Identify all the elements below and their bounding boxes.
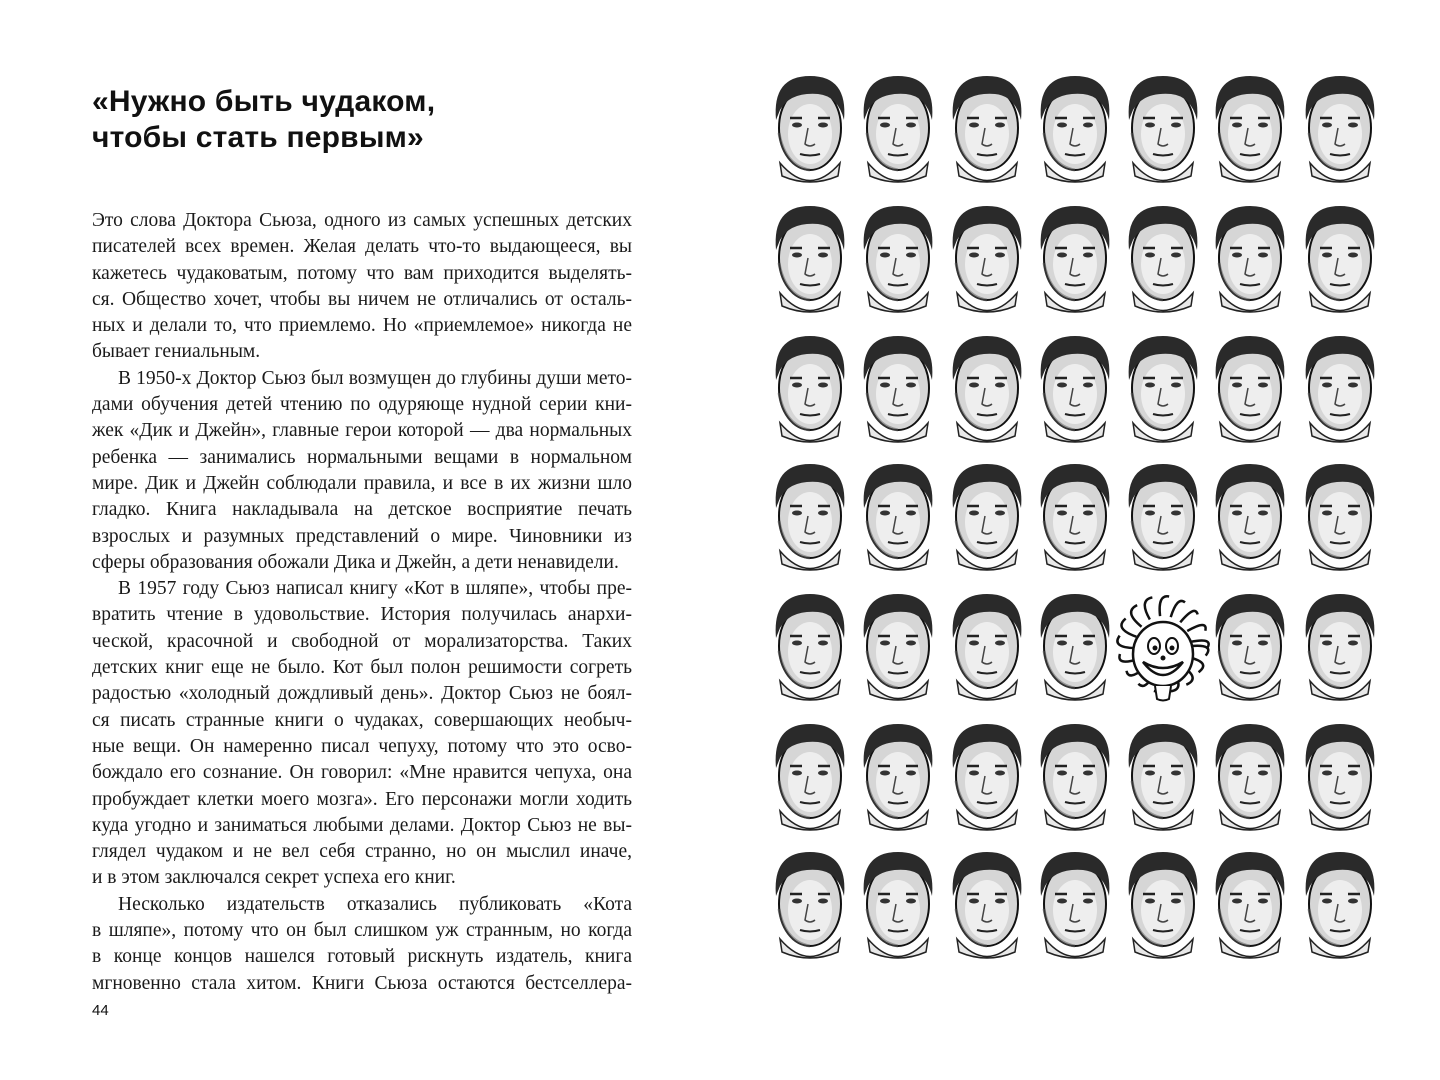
text-line: ся. Общество хочет, чтобы вы ничем не отличались от осталь-	[92, 288, 632, 310]
text-line: мире. Дик и Джейн соблюдали правила, и все в их жизни шло	[92, 472, 632, 494]
man-face-icon	[1216, 464, 1285, 570]
man-face-icon	[953, 724, 1022, 830]
man-face-icon	[1041, 464, 1110, 570]
text-line: мгновенно стала хитом. Книги Сьюза остаются бестселлера-	[92, 972, 632, 994]
man-face-icon	[1129, 336, 1198, 442]
man-face-icon	[776, 336, 845, 442]
man-face-icon	[1041, 594, 1110, 700]
text-line: кажетесь чудаковатым, потому что вам приходится выделять-	[92, 262, 632, 284]
man-face-icon	[1129, 724, 1198, 830]
man-face-icon	[1306, 594, 1375, 700]
text-line: взрослых и разумных представлений о мире. Чиновники из	[92, 525, 632, 547]
text-line: В 1950-х Доктор Сьюз был возмущен до глубины души мето-	[118, 367, 632, 389]
man-face-icon	[864, 852, 933, 958]
text-line: жек «Дик и Джейн», главные герои которой — два нормальных	[92, 420, 632, 442]
title-line: «Нужно быть чудаком,	[92, 85, 436, 118]
text-line: бождало его сознание. Он говорил: «Мне нравится чепуха, она	[92, 762, 632, 784]
man-face-icon	[864, 724, 933, 830]
man-face-icon	[864, 594, 933, 700]
text-line: писателей всех времен. Желая делать что-то выдающееся, вы	[92, 236, 632, 258]
text-line: Это слова Доктора Сьюза, одного из самых успешных детских	[92, 210, 632, 231]
text-line: ся писать странные книги о чудаках, совершающих необыч-	[92, 709, 632, 731]
man-face-icon	[1041, 852, 1110, 958]
man-face-icon	[953, 464, 1022, 570]
man-face-icon	[1041, 724, 1110, 830]
man-face-icon	[1306, 206, 1375, 312]
man-face-icon	[776, 464, 845, 570]
man-face-icon	[776, 76, 845, 182]
text-line: гладко. Книга накладывала на детское восприятие печать	[92, 499, 632, 521]
text-line: ные вещи. Он намеренно писал чепуху, потому что это осво-	[92, 735, 632, 757]
man-face-icon	[1216, 852, 1285, 958]
seuss-creature-icon	[1117, 596, 1208, 700]
man-face-icon	[1041, 336, 1110, 442]
text-line: в конце концов нашелся готовый рискнуть издатель, книга	[92, 946, 632, 968]
title-line: чтобы стать первым»	[92, 121, 424, 154]
man-face-icon	[1216, 594, 1285, 700]
man-face-icon	[1306, 464, 1375, 570]
text-line: ческой, красочной и свободной от морализаторства. Таких	[92, 630, 632, 652]
man-face-icon	[953, 336, 1022, 442]
text-line: ребенка — занимались нормальными вещами в нормальном	[92, 446, 632, 468]
text-line: и в этом заключался секрет успеха его книг.	[92, 867, 456, 889]
man-face-icon	[1041, 76, 1110, 182]
man-face-icon	[1216, 724, 1285, 830]
man-face-icon	[776, 724, 845, 830]
text-line: глядел чудаком и не вел себя странно, но он мыслил иначе,	[92, 841, 632, 863]
man-face-icon	[776, 206, 845, 312]
man-face-icon	[1216, 336, 1285, 442]
man-face-icon	[953, 594, 1022, 700]
man-face-icon	[1306, 336, 1375, 442]
man-face-icon	[1306, 852, 1375, 958]
man-face-icon	[953, 206, 1022, 312]
man-face-icon	[1129, 76, 1198, 182]
man-face-icon	[1216, 76, 1285, 182]
man-face-icon	[1129, 464, 1198, 570]
man-face-icon	[864, 76, 933, 182]
text-line: куда угодно и заниматься любыми делами. Доктор Сьюз не вы-	[92, 814, 632, 836]
man-face-icon	[1306, 724, 1375, 830]
text-line: в шляпе», потому что он был слишком уж странным, но когда	[92, 920, 632, 942]
man-face-icon	[1041, 206, 1110, 312]
man-face-icon	[864, 206, 933, 312]
text-line: бывает гениальным.	[92, 341, 261, 363]
text-line: сферы образования обожали Дика и Джейн, а дети ненавидели.	[92, 551, 619, 573]
text-line: В 1957 году Сьюз написал книгу «Кот в шляпе», чтобы пре-	[118, 578, 632, 600]
man-face-icon	[864, 464, 933, 570]
man-face-icon	[1129, 852, 1198, 958]
text-line: детских книг еще не было. Кот был полон решимости согреть	[92, 657, 632, 679]
text-line: радостью «холодный дождливый день». Доктор Сьюз не боял-	[92, 683, 632, 705]
text-line: вратить чтение в удовольствие. История получилась анархи-	[92, 604, 632, 626]
page-number: 44	[92, 1002, 109, 1019]
text-line: дами обучения детей чтению по одуряюще нудной серии кни-	[92, 394, 632, 416]
text-line: ных и делали то, что приемлемо. Но «приемлемое» никогда не	[92, 315, 632, 337]
man-face-icon	[953, 852, 1022, 958]
man-face-icon	[776, 852, 845, 958]
man-face-icon	[864, 336, 933, 442]
man-face-icon	[1129, 206, 1198, 312]
man-face-icon	[776, 594, 845, 700]
text-line: Несколько издательств отказались публиковать «Кота	[118, 893, 632, 915]
text-line: пробуждает клетки моего мозга». Его персонажи могли ходить	[92, 788, 632, 810]
man-face-icon	[953, 76, 1022, 182]
man-face-icon	[1306, 76, 1375, 182]
man-face-icon	[1216, 206, 1285, 312]
